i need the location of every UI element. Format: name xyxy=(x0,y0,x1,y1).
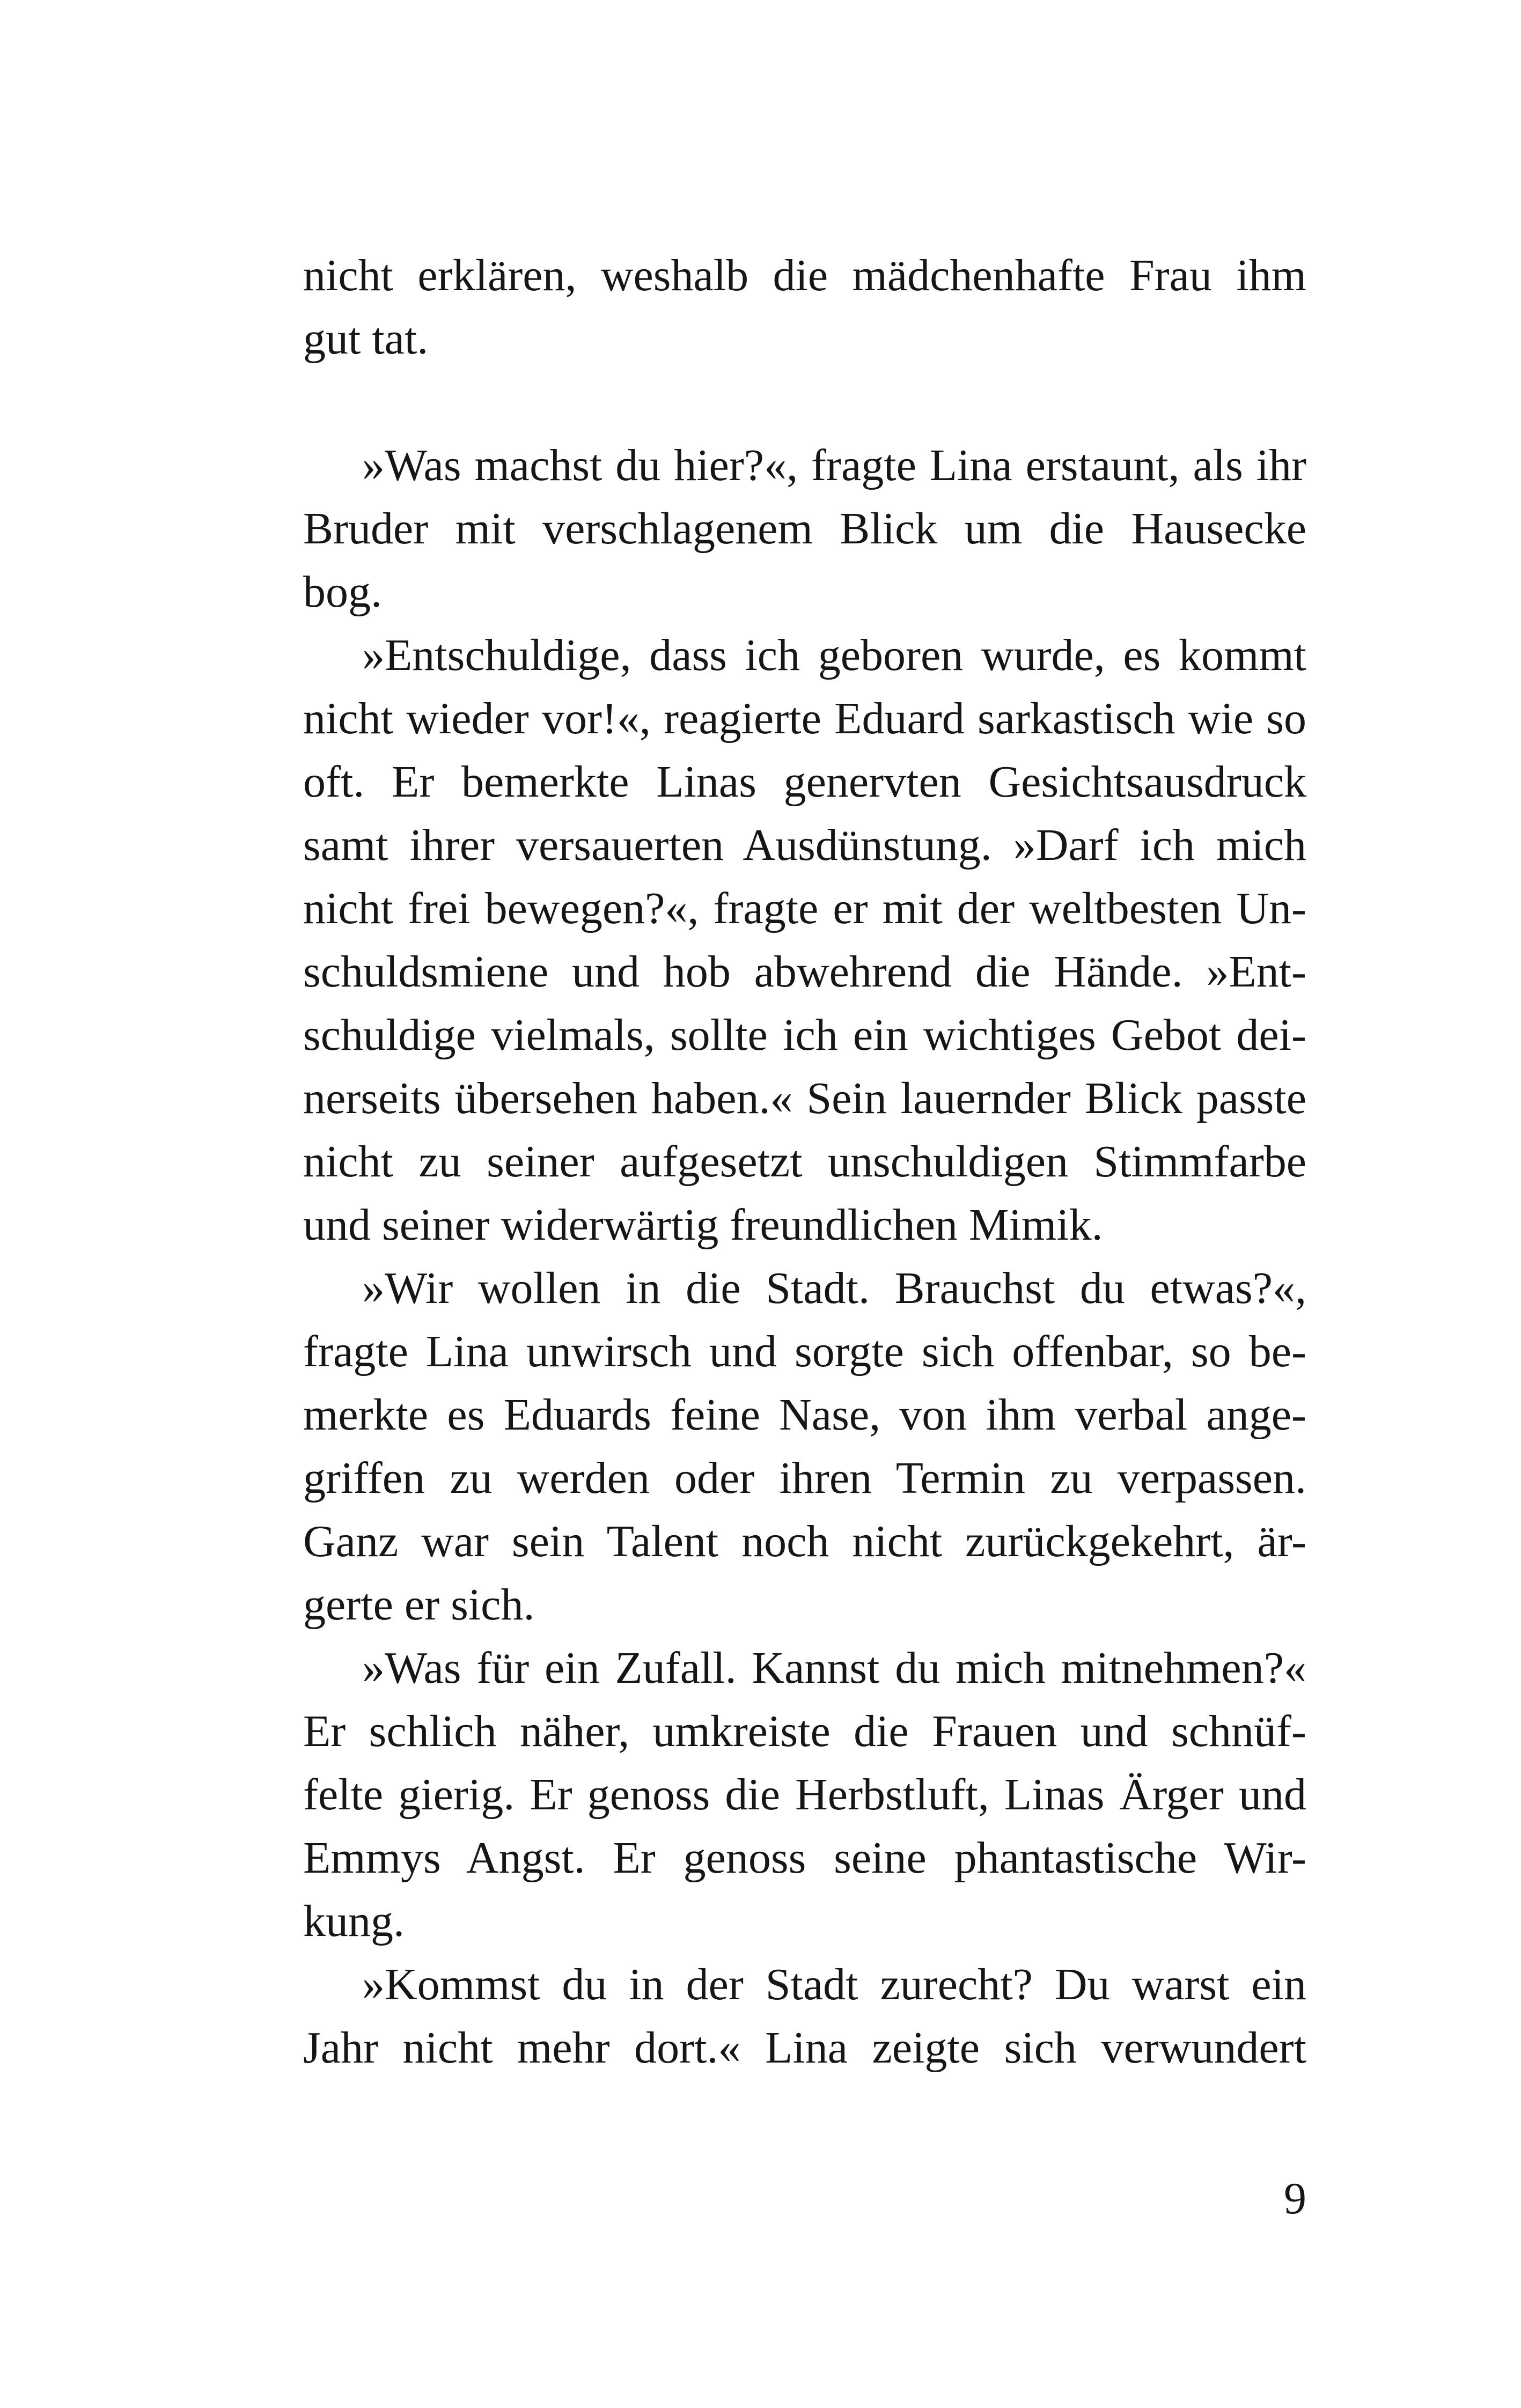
text-line: nicht wieder vor!«, reagierte Eduard sarkastisch wie so xyxy=(303,694,1306,743)
text-line: nerseits übersehen haben.« Sein lauernder Blick passte xyxy=(303,1073,1306,1123)
body-text xyxy=(303,244,1306,2080)
text-line: kung. xyxy=(303,1896,405,1946)
paragraph-gap xyxy=(303,371,1306,434)
text-line: und seiner widerwärtig freundlichen Mimik. xyxy=(303,1200,1103,1250)
text-line: griffen zu werden oder ihren Termin zu verpassen. xyxy=(303,1453,1306,1503)
text-line: Er schlich näher, umkreiste die Frauen und schnüf- xyxy=(303,1706,1306,1756)
text-line: schuldsmiene und hob abwehrend die Hände. »Ent- xyxy=(303,947,1306,997)
text-line: »Was für ein Zufall. Kannst du mich mitnehmen?« xyxy=(362,1643,1306,1693)
text-line: bog. xyxy=(303,567,382,617)
text-line: »Kommst du in der Stadt zurecht? Du warst ein xyxy=(362,1960,1306,2009)
text-line: Ganz war sein Talent noch nicht zurückgekehrt, är- xyxy=(303,1516,1306,1566)
page-number: 9 xyxy=(1284,2174,1306,2223)
text-line: Emmys Angst. Er genoss seine phantastische Wir- xyxy=(303,1833,1306,1883)
text-line: Jahr nicht mehr dort.« Lina zeigte sich verwundert xyxy=(303,2023,1306,2073)
text-line: gut tat. xyxy=(303,314,429,364)
text-line: »Wir wollen in die Stadt. Brauchst du etwas?«, xyxy=(362,1263,1306,1313)
text-line: schuldige vielmals, sollte ich ein wichtiges Gebot dei- xyxy=(303,1010,1306,1060)
text-line: »Entschuldige, dass ich geboren wurde, es kommt xyxy=(362,630,1306,680)
text-line: gerte er sich. xyxy=(303,1580,535,1630)
text-line: »Was machst du hier?«, fragte Lina erstaunt, als ihr xyxy=(362,440,1306,490)
text-line: nicht erklären, weshalb die mädchenhafte Frau ihm xyxy=(303,251,1306,300)
text-line: felte gierig. Er genoss die Herbstluft, Linas Ärger und xyxy=(303,1770,1306,1820)
text-line: nicht zu seiner aufgesetzt unschuldigen Stimmfarbe xyxy=(303,1137,1306,1187)
text-line: nicht frei bewegen?«, fragte er mit der weltbesten Un- xyxy=(303,883,1306,933)
text-line: samt ihrer versauerten Ausdünstung. »Darf ich mich xyxy=(303,820,1306,870)
text-line: fragte Lina unwirsch und sorgte sich offenbar, so be- xyxy=(303,1327,1306,1376)
text-line: oft. Er bemerkte Linas genervten Gesichtsausdruck xyxy=(303,757,1306,807)
text-line: merkte es Eduards feine Nase, von ihm verbal ange- xyxy=(303,1390,1306,1440)
text-line: Bruder mit verschlagenem Blick um die Hausecke xyxy=(303,504,1306,554)
